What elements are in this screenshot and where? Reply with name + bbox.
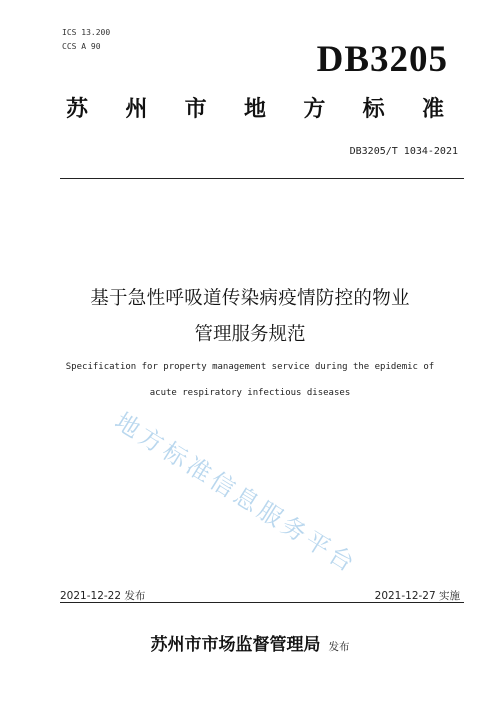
title-zh-line2: 管理服务规范 bbox=[194, 324, 306, 345]
standard-type-char: 市 bbox=[184, 96, 207, 122]
standard-type-char: 标 bbox=[362, 96, 385, 122]
standard-type-char: 方 bbox=[303, 96, 326, 122]
issuer-suffix: 发布 bbox=[328, 641, 350, 653]
standard-type-char: 准 bbox=[421, 96, 444, 122]
implement-date: 2021-12-27 实施 bbox=[374, 590, 460, 602]
bottom-divider bbox=[60, 602, 464, 603]
standard-number: DB3205/T 1034-2021 bbox=[349, 146, 458, 157]
publish-date: 2021-12-22 发布 bbox=[60, 590, 146, 602]
standard-type-char: 地 bbox=[243, 96, 266, 122]
title-en-line2: acute respiratory infectious diseases bbox=[149, 388, 351, 398]
title-zh-line1: 基于急性呼吸道传染病疫情防控的物业 bbox=[90, 288, 410, 309]
watermark: 地方标准信息服务平台 bbox=[109, 407, 363, 580]
top-divider bbox=[60, 178, 464, 179]
standard-type-char: 苏 bbox=[66, 96, 89, 122]
standard-type-char: 州 bbox=[125, 96, 148, 122]
ics-code: ICS 13.200 bbox=[62, 28, 111, 37]
ccs-code: CCS A 90 bbox=[62, 42, 101, 51]
standard-type bbox=[66, 92, 444, 123]
standard-code: DB3205 bbox=[316, 39, 448, 80]
issuer bbox=[0, 630, 500, 655]
issuer-name: 苏州市市场监督管理局 bbox=[150, 635, 321, 655]
title-en-line1: Specification for property management service during the epidemic of bbox=[65, 362, 435, 372]
